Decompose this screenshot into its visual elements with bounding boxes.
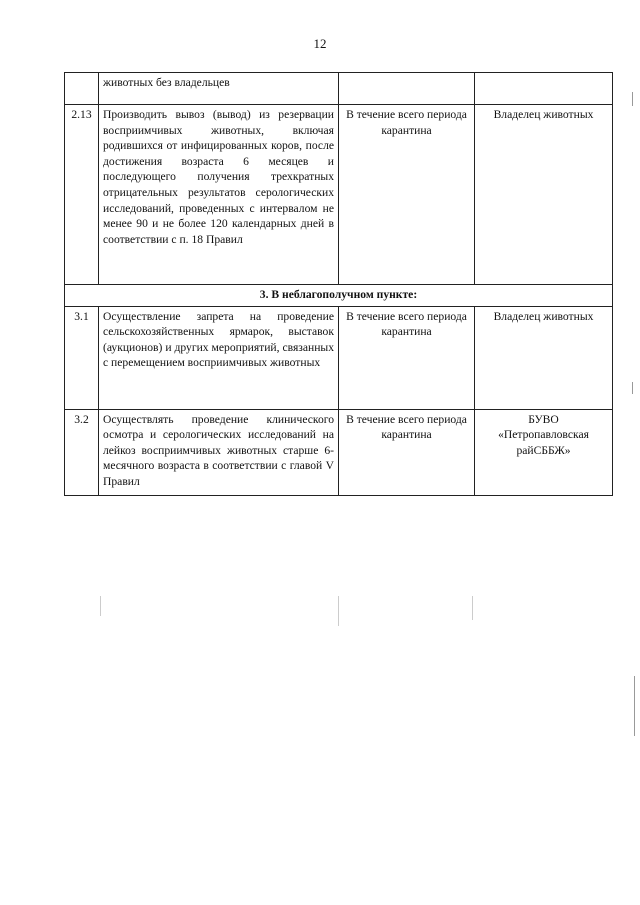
row-number: 2.13 [65, 105, 99, 285]
scan-artifact [472, 596, 473, 620]
action-text: Осуществление запрета на проведение сельскохозяйственных ярмарок, выставок (аукционов) и других мероприятий, связанных с перемещением восприимчивых животных [99, 306, 339, 409]
scan-artifact [100, 596, 101, 616]
scan-artifact [632, 92, 633, 106]
responsible-line: райСББЖ» [516, 443, 571, 457]
page-number: 12 [313, 36, 327, 51]
section-row [65, 285, 613, 307]
action-text: Осуществлять проведение клинического осмотра и серологических исследований на лейкоз восприимчивых животных старше 6-месячного возраста в соответствии с главой V Правил [99, 409, 339, 495]
section-title: 3. В неблагополучном пункте: [65, 285, 613, 307]
table-row [65, 409, 613, 495]
table-row [65, 105, 613, 285]
responsible-line: «Петропавловская [498, 428, 589, 442]
quarantine-measures-table [64, 72, 613, 496]
scan-artifact [634, 676, 635, 736]
term-text: В течение всего периода карантина [339, 409, 475, 495]
term-text: В течение всего периода карантина [339, 306, 475, 409]
scan-artifact [632, 382, 633, 394]
row-number: 3.1 [65, 306, 99, 409]
action-text: животных без владельцев [99, 73, 339, 105]
term-text [339, 73, 475, 105]
row-number [65, 73, 99, 105]
scan-artifact [338, 596, 339, 626]
term-text: В течение всего периода карантина [339, 105, 475, 285]
action-text: Производить вывоз (вывод) из резервации восприимчивых животных, включая родившихся от инфицированных коров, после достижения возраста 6 месяцев и последующего получения трехкратных отрицательных результатов серологических исследований, проведенных с интервалом не менее 90 и не более 120 календарных дней в соответствии с п. 18 Правил [99, 105, 339, 285]
responsible-text [475, 409, 613, 495]
responsible-line: БУВО [528, 412, 559, 426]
table-row [65, 306, 613, 409]
responsible-text [475, 73, 613, 105]
responsible-text: Владелец животных [475, 105, 613, 285]
table-row [65, 73, 613, 105]
row-number: 3.2 [65, 409, 99, 495]
responsible-text: Владелец животных [475, 306, 613, 409]
